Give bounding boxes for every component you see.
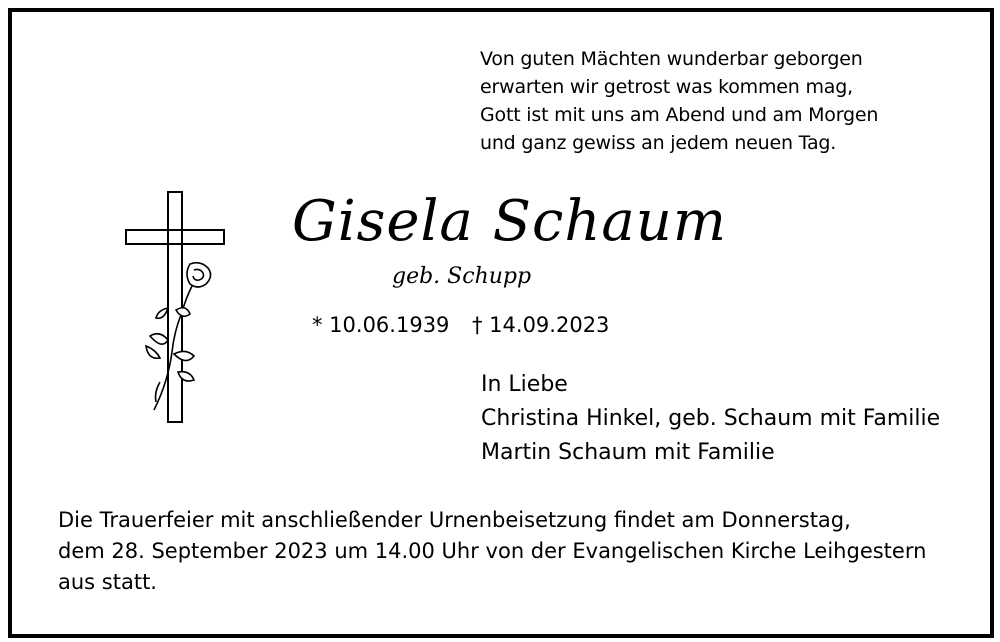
- family-line: In Liebe: [481, 372, 568, 397]
- family-line: Christina Hinkel, geb. Schaum mit Familie: [481, 406, 941, 431]
- ceremony-info: [58, 505, 926, 598]
- ceremony-line: dem 28. September 2023 um 14.00 Uhr von der Evangelischen Kirche Leihgestern: [58, 539, 927, 563]
- poem-line: und ganz gewiss an jedem neuen Tag.: [480, 132, 837, 154]
- death-date: † 14.09.2023: [472, 313, 610, 337]
- poem-line: Von guten Mächten wunderbar geborgen: [480, 48, 863, 70]
- poem-line: erwarten wir getrost was kommen mag,: [480, 76, 853, 98]
- ceremony-line: aus statt.: [58, 570, 157, 594]
- poem-line: Gott ist mit uns am Abend und am Morgen: [480, 104, 879, 126]
- maiden-name: geb. Schupp: [392, 264, 532, 289]
- ceremony-line: Die Trauerfeier mit anschließender Urnenbeisetzung findet am Donnerstag,: [58, 508, 851, 532]
- birth-date: * 10.06.1939: [312, 313, 450, 337]
- family-signature: [481, 368, 940, 470]
- poem: [480, 45, 878, 157]
- deceased-name: Gisela Schaum: [292, 189, 727, 254]
- rose-icon: [146, 263, 211, 410]
- cross-icon: [126, 192, 224, 422]
- cross-with-rose-icon: [120, 186, 230, 426]
- family-line: Martin Schaum mit Familie: [481, 440, 775, 465]
